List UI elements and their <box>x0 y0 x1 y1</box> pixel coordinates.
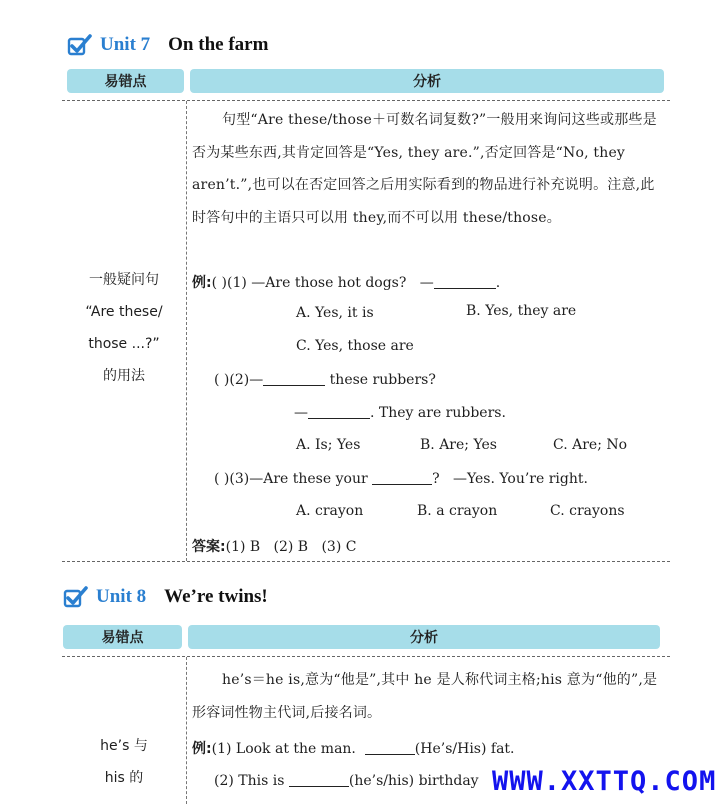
topic-cell <box>62 730 186 794</box>
checkbox-tick-icon <box>68 34 92 56</box>
column-header-analysis: 分析 <box>188 625 660 649</box>
example-question-2-reply: — . They are rubbers. <box>294 405 506 421</box>
answer-blank[interactable] <box>263 371 325 386</box>
topic-line: “Are these/ <box>85 304 163 320</box>
example-question-3: ( )(3)—Are these your ? —Yes. You’re right. <box>214 471 588 487</box>
topic-line: 的用法 <box>103 368 145 384</box>
topic-cell <box>62 264 186 392</box>
column-divider <box>186 657 187 804</box>
option: B. Yes, they are <box>466 303 577 319</box>
example-question-1: 例:( )(1) —Are those hot dogs? — . <box>192 275 501 291</box>
table-divider <box>62 561 670 562</box>
answer-label: 答案: <box>192 539 226 555</box>
analysis-paragraph: 句型“Are these/those＋可数名词复数?”一般用来询问这些或那些是否为某些东西,其肯定回答是“Yes, they are.”,否定回答是“No, they aren’t.”,也可以在否定回答之后用实际看到的物品进行补充说明。注意,此时答句中的主语只可以用 they,而不可以用 these/those。 <box>192 112 657 226</box>
example-label: 例: <box>192 275 212 291</box>
example-question-2: ( )(2)— these rubbers? <box>214 372 436 388</box>
unit8-heading <box>64 586 268 608</box>
answer-line <box>192 536 356 556</box>
answer-blank[interactable] <box>289 772 349 787</box>
option: A. crayon <box>296 503 364 519</box>
option: B. a crayon <box>417 503 498 519</box>
topic-line: those ...?” <box>88 336 160 352</box>
option: A. Is; Yes <box>296 437 361 453</box>
column-header-error-point: 易错点 <box>67 69 184 93</box>
option: C. Are; No <box>553 437 628 453</box>
topic-line: he’s 与 <box>100 738 148 754</box>
answer-blank[interactable] <box>365 740 415 755</box>
option: C. crayons <box>550 503 625 519</box>
answer-blank[interactable] <box>308 404 370 419</box>
option: C. Yes, those are <box>296 338 414 354</box>
unit7-heading <box>68 34 268 56</box>
answer-blank[interactable] <box>372 470 432 485</box>
column-divider <box>186 101 187 561</box>
unit-title: On the farm <box>168 34 269 55</box>
topic-line: his 的 <box>104 770 144 786</box>
answer-blank[interactable] <box>434 274 496 289</box>
watermark: WWW.XXTTQ.COM <box>492 766 716 797</box>
unit-label: Unit 7 <box>100 34 151 55</box>
answer-text: (1) B (2) B (3) C <box>225 539 357 555</box>
topic-line: 一般疑问句 <box>89 272 159 288</box>
checkbox-tick-icon <box>64 586 88 608</box>
column-header-analysis: 分析 <box>190 69 664 93</box>
option: B. Are; Yes <box>420 437 497 453</box>
table-divider <box>62 100 670 101</box>
example-question-1: 例:(1) Look at the man. (He’s/His) fat. <box>192 741 515 757</box>
example-label: 例: <box>192 741 212 757</box>
unit-label: Unit 8 <box>96 586 147 607</box>
column-header-error-point: 易错点 <box>63 625 182 649</box>
table-divider <box>62 656 670 657</box>
option: A. Yes, it is <box>296 305 374 321</box>
unit-title: We’re twins! <box>164 586 268 607</box>
analysis-paragraph: he’s＝he is,意为“他是”,其中 he 是人称代词主格;his 意为“他的”,是形容词性物主代词,后接名词。 <box>192 672 658 721</box>
example-question-2: (2) This is (he’s/his) birthday <box>214 773 479 789</box>
